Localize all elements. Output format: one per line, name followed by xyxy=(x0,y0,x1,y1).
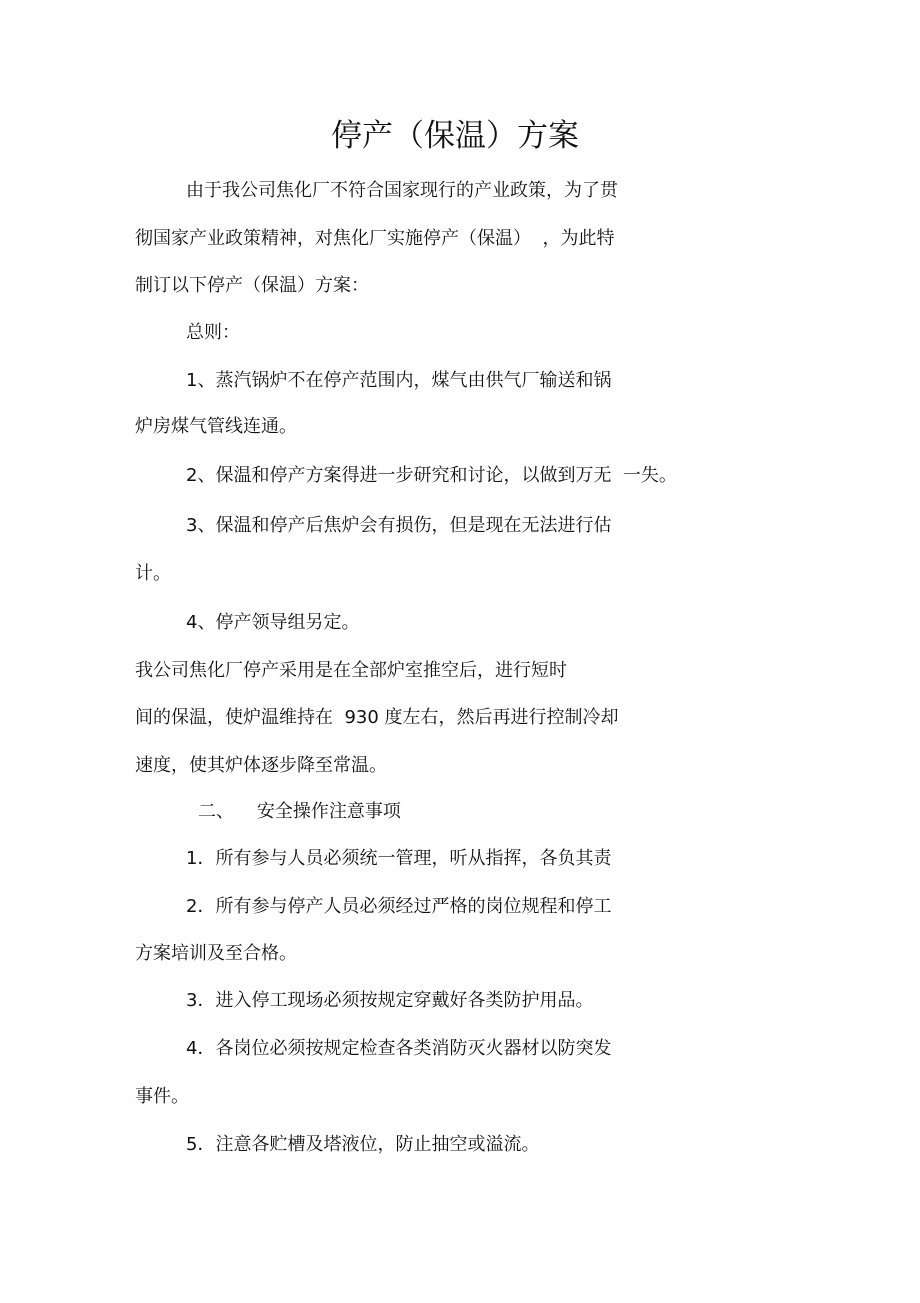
list-item-continuation: 方案培训及至合格。 xyxy=(135,943,297,964)
list-item: 3．进入停工现场必须按规定穿戴好各类防护用品。 xyxy=(186,990,594,1011)
paragraph-line: 彻国家产业政策精神，对焦化厂实施停产（保温） ，为此特 xyxy=(135,228,615,249)
list-item: 1、蒸汽锅炉不在停产范围内，煤气由供气厂输送和锅 xyxy=(186,370,612,391)
list-item: 1．所有参与人员必须统一管理，听从指挥，各负其责 xyxy=(186,848,612,869)
section-heading-safety: 二、 安全操作注意事项 xyxy=(198,801,401,822)
list-item: 2、保温和停产方案得进一步研究和讨论，以做到万无 一失。 xyxy=(186,465,677,486)
document-title: 停产（保温）方案 xyxy=(331,118,579,154)
list-item: 5．注意各贮槽及塔液位，防止抽空或溢流。 xyxy=(186,1134,540,1155)
section-heading-general: 总则： xyxy=(186,322,240,343)
list-item-continuation: 炉房煤气管线连通。 xyxy=(135,416,297,437)
paragraph-line: 制订以下停产（保温）方案： xyxy=(135,275,369,296)
list-item: 4．各岗位必须按规定检查各类消防灭火器材以防突发 xyxy=(186,1038,612,1059)
list-item-continuation: 事件。 xyxy=(135,1086,189,1107)
paragraph-line: 间的保温，使炉温维持在 930 度左右，然后再进行控制冷却 xyxy=(135,707,619,728)
paragraph-line: 我公司焦化厂停产采用是在全部炉室推空后，进行短时 xyxy=(135,660,567,681)
list-item: 2．所有参与停产人员必须经过严格的岗位规程和停工 xyxy=(186,896,612,917)
list-item-continuation: 计。 xyxy=(135,563,171,584)
list-item: 3、保温和停产后焦炉会有损伤，但是现在无法进行估 xyxy=(186,515,612,536)
paragraph-line: 速度，使其炉体逐步降至常温。 xyxy=(135,755,387,776)
paragraph-line: 由于我公司焦化厂不符合国家现行的产业政策，为了贯 xyxy=(186,180,618,201)
list-item: 4、停产领导组另定。 xyxy=(186,612,360,633)
